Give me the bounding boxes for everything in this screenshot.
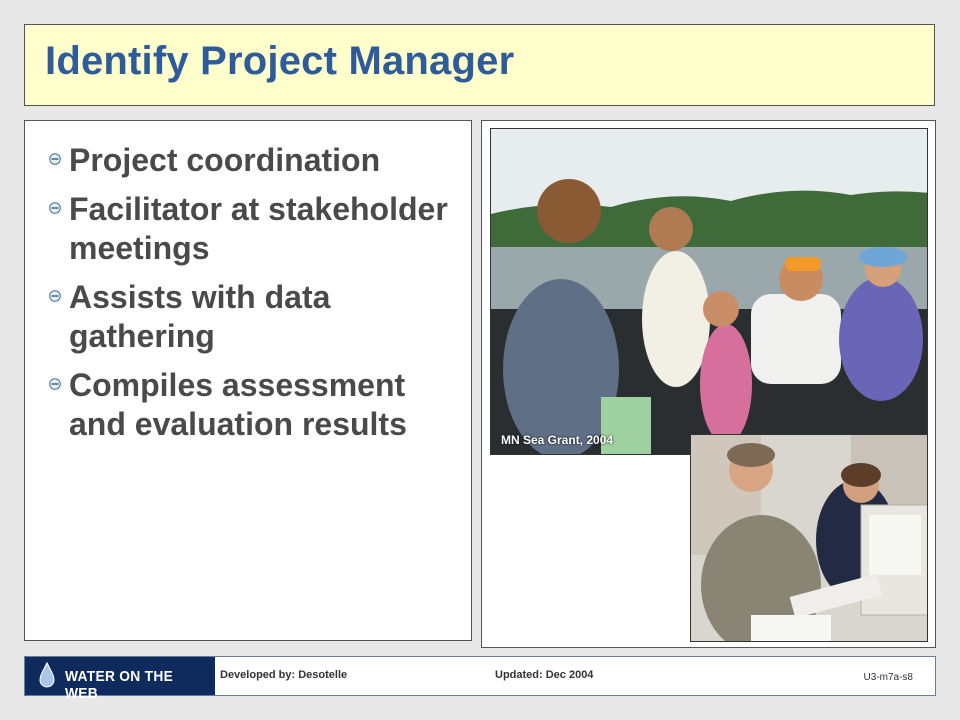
bullet-text: Assists with data gathering [69,279,331,354]
developed-by: Developed by: Desotelle [220,669,348,681]
bullet-item [47,278,467,356]
photo-credit: MN Sea Grant, 2004 [501,433,614,447]
title-box [24,24,935,106]
computer-lab-photo [690,434,928,642]
bullet-icon [49,153,61,165]
slide-title: Identify Project Manager [45,39,515,83]
updated-date: Updated: Dec 2004 [495,669,594,681]
water-drop-icon [35,661,59,691]
bullet-icon [49,290,61,302]
bullet-panel [24,120,472,641]
bullet-text: Facilitator at stakeholder meetings [69,191,448,266]
footer-bar [24,656,936,702]
bullet-list [47,141,467,454]
slide-code: U3-m7a-s8 [863,672,913,683]
bullet-text: Project coordination [69,142,381,178]
logo-text: WATER ON THE WEB [65,668,174,702]
footer-info-band [215,657,935,695]
bullet-icon [49,378,61,390]
computer-lab-image [691,435,928,642]
bullet-item [47,366,467,444]
bullet-item [47,141,467,180]
bullet-item [47,190,467,268]
boat-group-image [491,129,928,455]
logo [35,661,205,702]
bullet-text: Compiles assessment and evaluation results [69,367,407,442]
boat-group-photo [490,128,928,455]
bullet-icon [49,202,61,214]
